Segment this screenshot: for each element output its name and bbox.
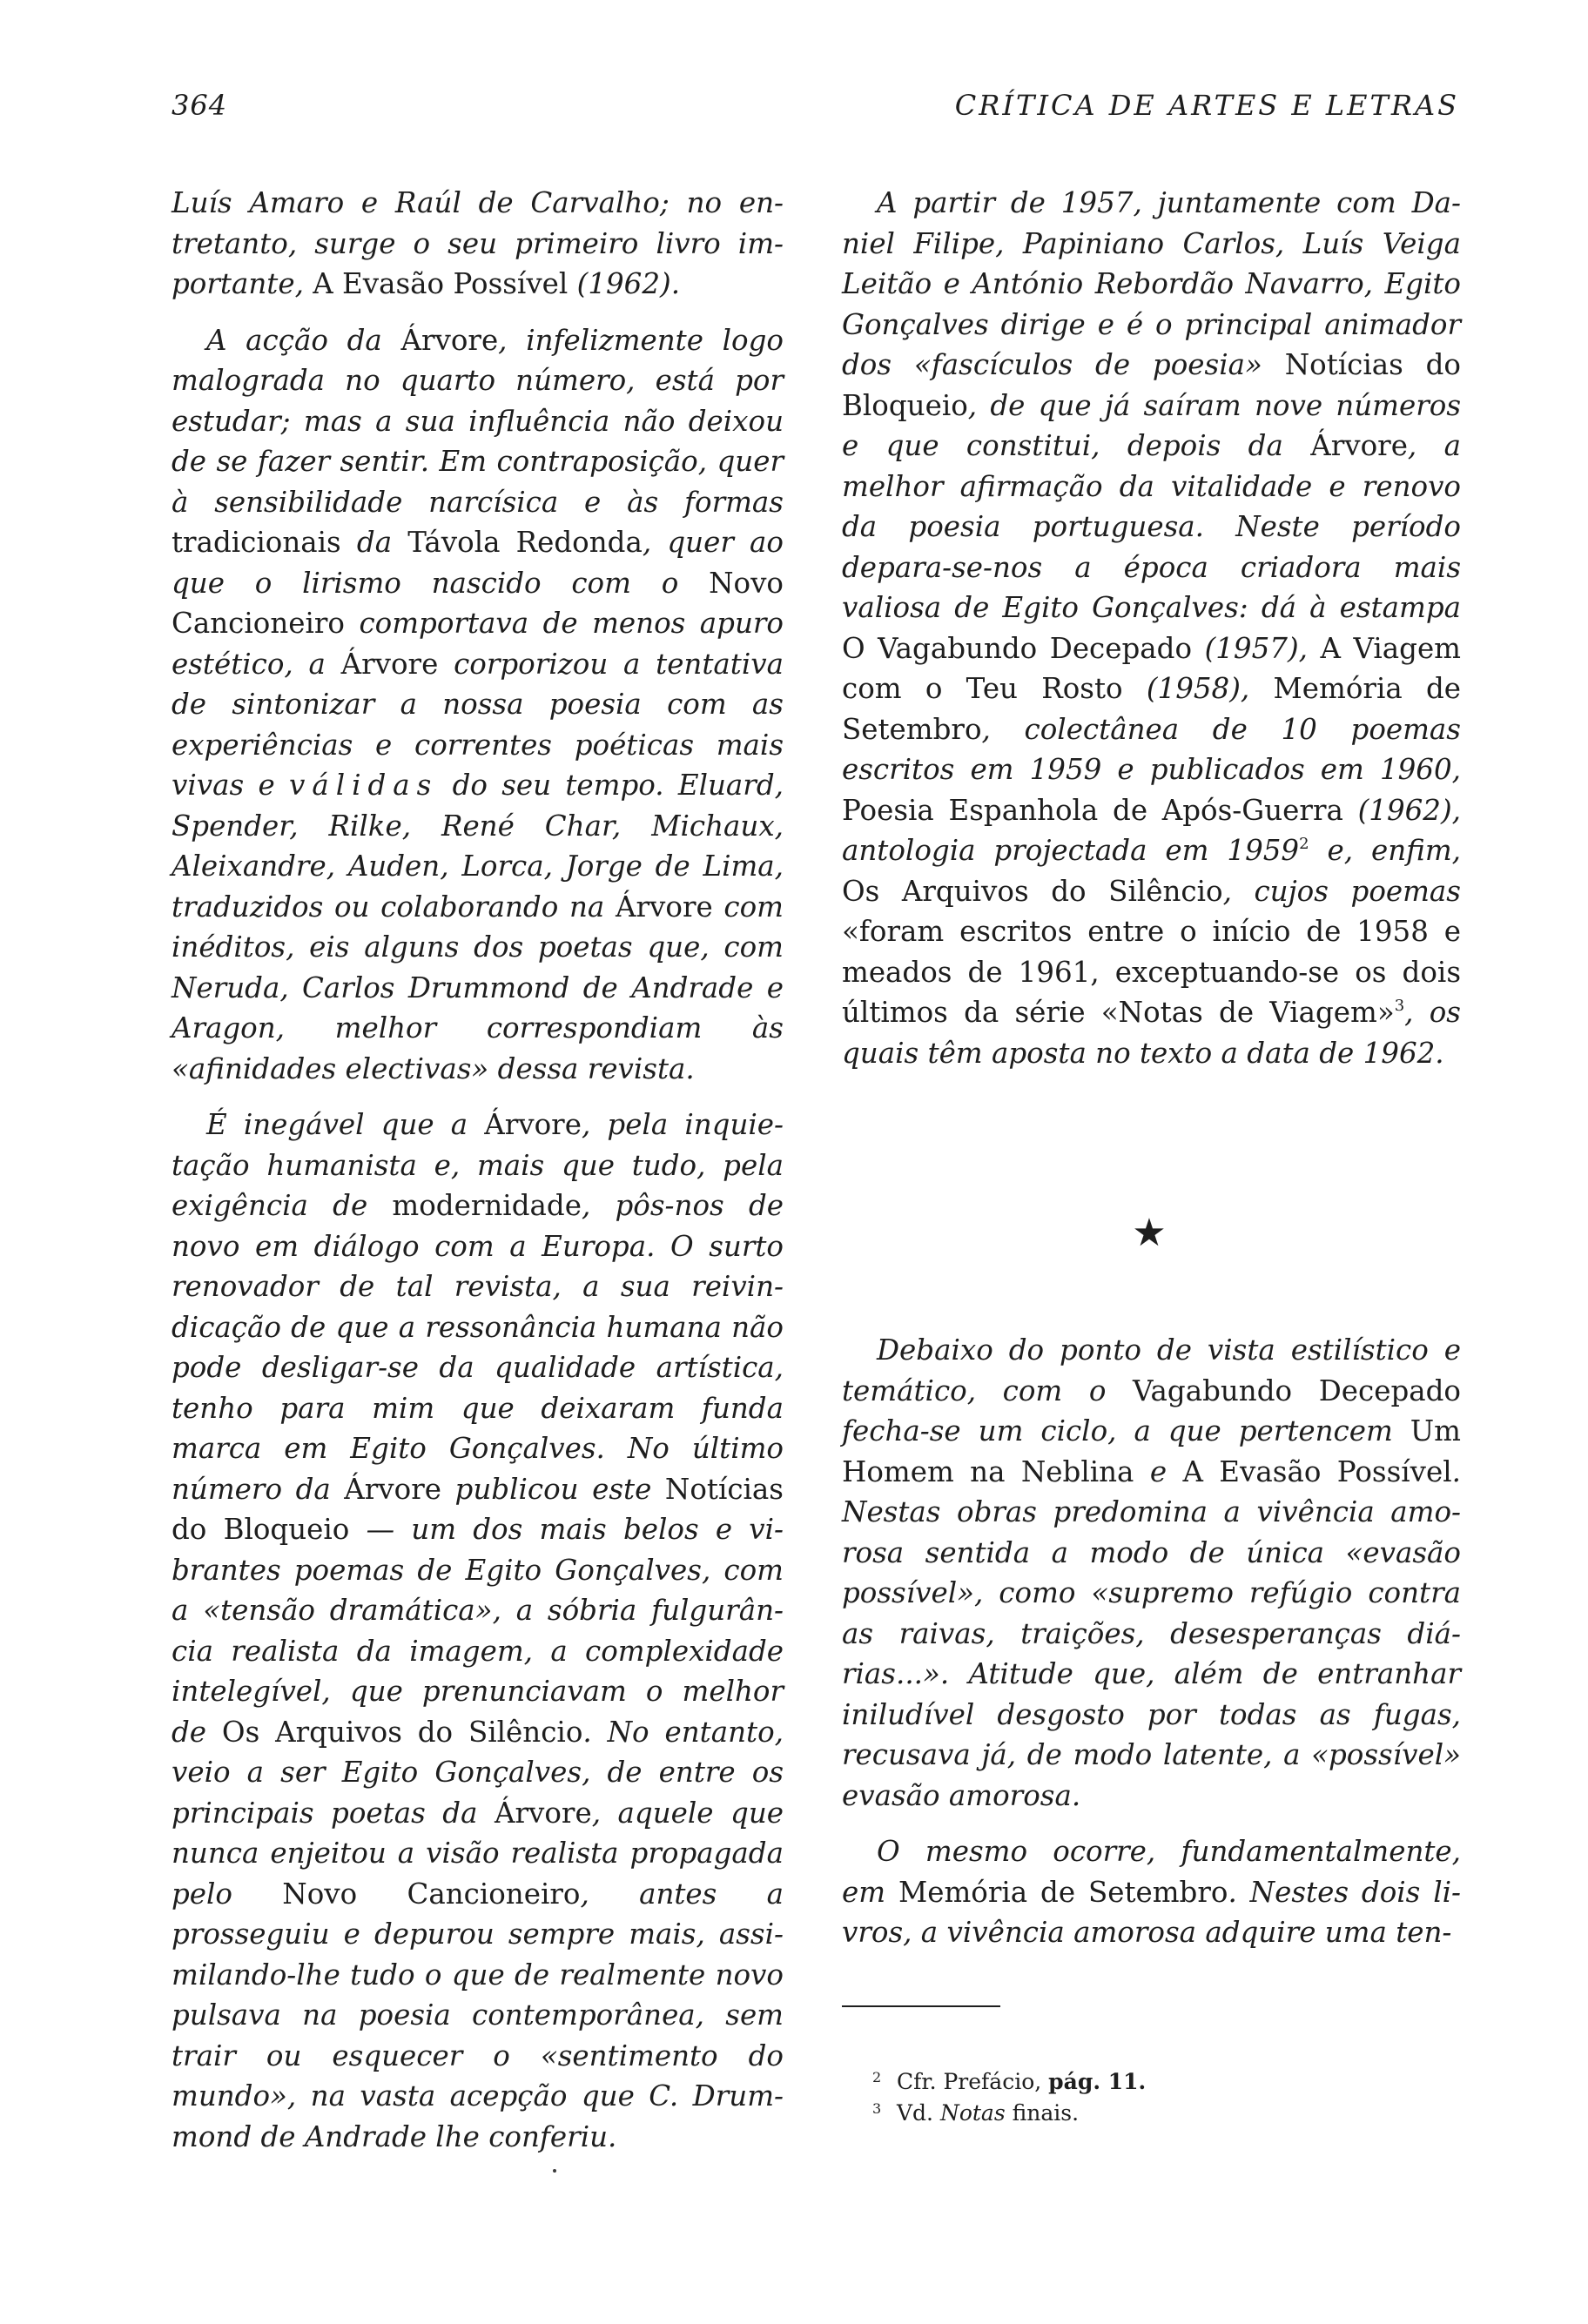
paragraph-1: [172, 183, 784, 305]
paragraph-5: [842, 1330, 1461, 1816]
journal-title: Árvore: [494, 1796, 592, 1830]
page-number: 364: [172, 89, 228, 122]
text-span: , de que já saíram nove números e que constitui, depois da: [842, 388, 1461, 462]
text-span: comportava de menos apuro estético, a: [172, 607, 784, 681]
right-column-section-2: [842, 1330, 1461, 1969]
footnote-ref: 3: [1394, 997, 1405, 1015]
text-span: com inéditos, eis alguns dos poetas que, com Neruda, Carlos Drummond de Andrade e Aragon, melhor correspondiam às «afinidades electivas» dessa revista.: [172, 890, 784, 1085]
paragraph-4: [842, 183, 1461, 1073]
book-title: O Vagabundo Decepado: [842, 631, 1193, 665]
journal-title: Novo Cancioneiro: [172, 566, 784, 640]
text-span: , os quais têm aposta no texto a data de 1962.: [842, 996, 1461, 1070]
footnote-page: pág. 11.: [1048, 2069, 1147, 2094]
emphasis-word: modernidade: [392, 1189, 582, 1222]
quotation: «foram escritos entre o início de 1958 e meados de 1961, exceptuando-se os dois últimos da série «Notas de Viagem»: [842, 915, 1461, 1029]
text-span: O mesmo ocorre, fundamentalmente, em: [842, 1835, 1461, 1909]
journal-title: Árvore: [400, 323, 499, 357]
footnote-text: Vd.: [897, 2100, 940, 2126]
running-title: CRÍTICA DE ARTES E LETRAS: [954, 89, 1459, 122]
spaced-emphasis: válidas: [288, 769, 439, 802]
print-speck: [553, 2169, 556, 2173]
text-span: e: [1134, 1454, 1183, 1488]
left-column: [172, 183, 784, 2173]
book-title: Um Homem na Neblina: [842, 1414, 1461, 1488]
text-span: . Nestas obras predomina a vivência amorosa sentida a modo de única «evasão possível», como «supremo refúgio contra as raivas, traições, desesperanças diárias...». Atitude que, além de entranhar iniludível desgosto por todas as fugas, recusava já, de modo latente, a «possível» evasão amorosa.: [842, 1454, 1461, 1812]
text-span: , cujos poemas: [1222, 874, 1461, 908]
text-span: É inegável que a: [206, 1108, 485, 1141]
poem-title: Notícias do Bloqueio: [172, 1472, 784, 1546]
text-span: e, enfim,: [1309, 834, 1462, 867]
text-span: do seu tempo. Eluard, Spender, Rilke, René Char, Michaux, Aleixandre, Auden, Lorca, Jorge de Lima, traduzidos ou colaborando na: [172, 769, 784, 924]
text-span: , aquele que nunca enjeitou a visão realista propagada pelo: [172, 1796, 784, 1911]
journal-title: Árvore: [616, 890, 713, 924]
paragraph-6: [842, 1831, 1461, 1953]
footnote-divider: [842, 2005, 1000, 2007]
text-span: (1957),: [1192, 631, 1321, 665]
text-span: Luís Amaro e Raúl de Carvalho; no entretanto, surge o seu primeiro livro importante,: [172, 186, 784, 300]
journal-title: Notícias do Bloqueio: [842, 348, 1461, 422]
journal-title: Árvore: [344, 1472, 441, 1506]
book-title: Os Arquivos do Silêncio: [221, 1715, 583, 1749]
text-span: A acção da: [206, 323, 401, 357]
text-span: — um dos mais belos e vibrantes poemas de Egito Gonçalves, com a «tensão dramática», a sóbria fulgurância realista da imagem, a complexidade intelegível, que prenunciavam o melhor de: [172, 1513, 784, 1749]
journal-title: Távola Redonda: [407, 526, 643, 559]
book-title: Memória de Setembro: [842, 672, 1462, 746]
text-span: . No entanto, veio a ser Egito Gonçalves, de entre os principais poetas da: [172, 1715, 784, 1830]
text-span: , infelizmente logo malograda no quarto número, está por estudar; mas a sua influência não deixou de se fazer sentir. Em contraposição, quer à sensibilidade narcísica e às formas: [172, 323, 784, 519]
journal-title: Árvore: [340, 647, 439, 681]
book-title: Memória de Setembro: [898, 1875, 1228, 1909]
text-span: , pela inquietação humanista e, mais que tudo, pela exigência de: [172, 1108, 784, 1222]
book-title: A Viagem com o Teu Rosto: [842, 631, 1461, 705]
book-title: Vagabundo Decepado: [1133, 1374, 1461, 1407]
text-span: (1962), antologia projectada em 1959: [842, 793, 1461, 867]
book-title: A Evasão Possível: [1182, 1454, 1452, 1488]
text-span: fecha-se um ciclo, a que pertencem: [842, 1414, 1410, 1447]
text-span: da: [340, 526, 408, 559]
emphasis-word: tradicionais: [172, 526, 341, 559]
text-span: (1962).: [568, 267, 681, 300]
footnotes: [872, 2066, 1146, 2129]
journal-title: Árvore: [484, 1108, 582, 1141]
book-title: Os Arquivos do Silêncio: [842, 874, 1223, 908]
text-span: A partir de 1957, juntamente com Daniel Filipe, Papiniano Carlos, Luís Veiga Leitão e António Rebordão Navarro, Egito Gonçalves dirige e é o principal animador dos «fascículos de poesia»: [842, 186, 1461, 381]
text-span: , quer ao que o lirismo nascido com o: [172, 526, 784, 600]
footnote-ref: 2: [1299, 835, 1309, 853]
text-span: publicou este: [441, 1472, 665, 1506]
paragraph-2: [172, 320, 784, 1090]
paragraph-3: [172, 1105, 784, 2157]
text-span: , a melhor afirmação da vitalidade e renovo da poesia portuguesa. Neste período depara-se-nos a época criadora mais valiosa de Egito Gonçalves: dá à estampa: [842, 429, 1461, 624]
journal-title: Novo Cancioneiro: [282, 1877, 581, 1911]
section-star-icon: ★: [1132, 1211, 1167, 1255]
footnote-item: 3 Vd. Notas finais.: [872, 2100, 1080, 2126]
footnote-text: finais.: [1005, 2100, 1080, 2126]
text-span: (1958),: [1122, 672, 1274, 705]
text-span: corporizou a tentativa de sintonizar a nossa poesia com as experiências e correntes poéticas mais vivas e: [172, 647, 784, 802]
footnote-text: Cfr. Prefácio,: [897, 2069, 1049, 2094]
journal-title: Árvore: [1310, 429, 1408, 462]
book-title: A Evasão Possível: [313, 267, 569, 300]
right-column: [842, 183, 1461, 1089]
text-span: , pôs-nos de novo em diálogo com a Europa. O surto renovador de tal revista, a sua reivindicação de que a ressonância humana não pode desligar-se da qualidade artística, tenho para mim que deixaram funda marca em Egito Gonçalves. No último número da: [172, 1189, 784, 1506]
text-span: . Nestes dois livros, a vivência amorosa adquire uma ten-: [842, 1875, 1461, 1949]
footnote-italic: Notas: [939, 2100, 1006, 2126]
text-span: , antes a prosseguiu e depurou sempre mais, assimilando-lhe tudo o que de realmente novo pulsava na poesia contemporânea, sem trair ou esquecer o «sentimento do mundo», na vasta acepção que C. Drummond de Andrade lhe conferiu.: [172, 1877, 784, 2153]
text-span: , colectânea de 10 poemas escritos em 1959 e publicados em 1960,: [842, 712, 1461, 786]
book-title: Poesia Espanhola de Após-Guerra: [842, 793, 1343, 827]
text-span: Debaixo do ponto de vista estilístico e temático, com o: [842, 1333, 1461, 1407]
footnote-item: 2 Cfr. Prefácio, pág. 11.: [872, 2069, 1147, 2094]
